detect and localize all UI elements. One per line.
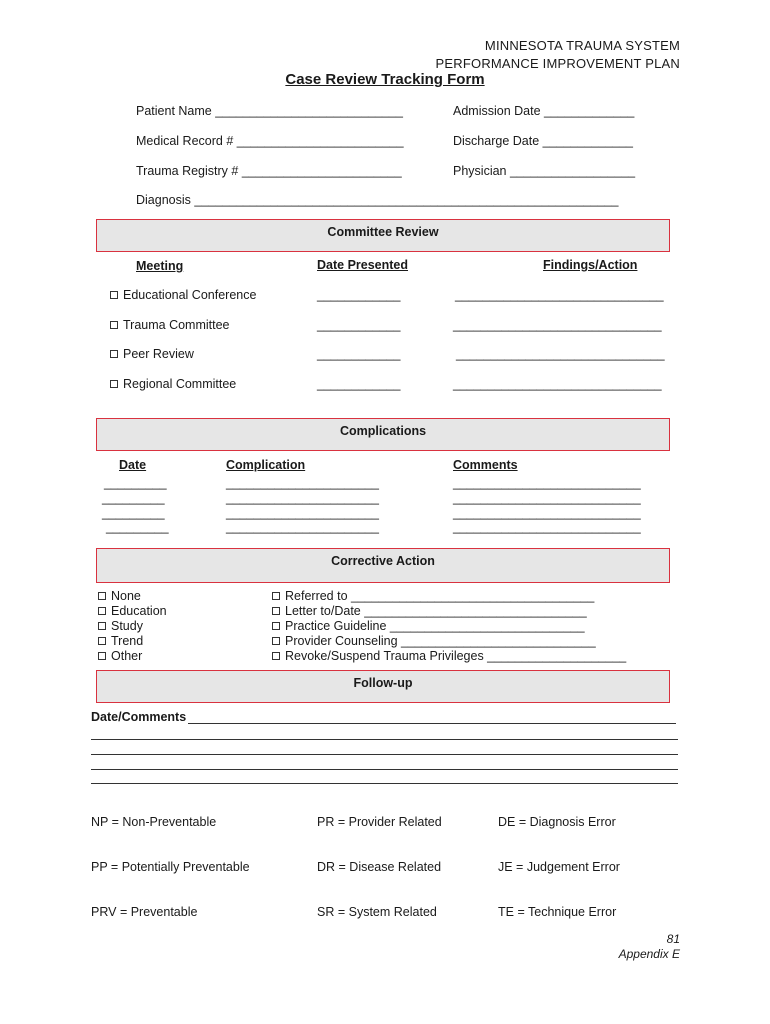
legend-column-1 xyxy=(91,785,250,935)
complication-blank[interactable]: ______________________ xyxy=(226,520,379,534)
discharge-date-field[interactable]: Discharge Date _____________ xyxy=(453,134,633,148)
form-title: Case Review Tracking Form xyxy=(285,71,485,88)
checkbox-icon[interactable] xyxy=(272,607,280,615)
comments-line[interactable] xyxy=(91,739,678,740)
corrective-option-letter[interactable] xyxy=(272,604,587,618)
corrective-label: Provider Counseling ____________________________ xyxy=(285,634,596,648)
legend-item: NP = Non-Preventable xyxy=(91,815,217,829)
appendix-label: Appendix E xyxy=(618,947,680,961)
header-text: I xyxy=(542,56,547,71)
header-text: P xyxy=(645,56,655,71)
diagnosis-field[interactable]: Diagnosis _____________________________________________________________ xyxy=(136,193,619,207)
header-text: LAN xyxy=(654,56,680,71)
committee-review-heading: Committee Review xyxy=(327,225,439,239)
follow-up-bar xyxy=(96,670,670,703)
date-presented-blank[interactable]: ____________ xyxy=(317,347,401,361)
header-text: INNESOTA xyxy=(495,38,567,53)
complication-date-blank[interactable]: _________ xyxy=(106,520,169,534)
findings-blank[interactable]: ______________________________ xyxy=(453,377,662,391)
corrective-label: Trend xyxy=(111,634,144,648)
checkbox-icon[interactable] xyxy=(110,321,118,329)
medical-record-field[interactable]: Medical Record # ________________________ xyxy=(136,134,404,148)
meeting-label: Trauma Committee xyxy=(123,318,230,332)
corrective-label: Revoke/Suspend Trauma Privileges ____________________ xyxy=(285,649,627,663)
header-text: M xyxy=(484,38,496,53)
admission-date-field[interactable]: Admission Date _____________ xyxy=(453,104,635,118)
checkbox-icon[interactable] xyxy=(272,592,280,600)
comment-blank[interactable]: ___________________________ xyxy=(453,520,641,534)
complications-bar xyxy=(96,418,670,451)
corrective-label: Referred to ___________________________________ xyxy=(285,589,595,603)
corrective-label: Practice Guideline ____________________________ xyxy=(285,619,585,633)
checkbox-icon[interactable] xyxy=(110,380,118,388)
findings-column-header: Findings/Action xyxy=(543,258,638,272)
comments-column-header: Comments xyxy=(453,458,518,472)
checkbox-icon[interactable] xyxy=(98,607,106,615)
meeting-column-header: Meeting xyxy=(136,259,184,273)
page-number: 81 xyxy=(666,932,680,946)
findings-blank[interactable]: ______________________________ xyxy=(456,347,665,361)
corrective-option-none[interactable] xyxy=(98,589,141,603)
corrective-label: Education xyxy=(111,604,167,618)
corrective-option-education[interactable] xyxy=(98,604,167,618)
follow-up-heading: Follow-up xyxy=(353,676,413,690)
corrective-label: None xyxy=(111,589,141,603)
corrective-action-bar xyxy=(96,548,670,583)
legend-item: DR = Disease Related xyxy=(317,860,442,874)
meeting-label: Educational Conference xyxy=(123,288,257,302)
corrective-option-provider-counseling[interactable] xyxy=(272,634,596,648)
legend-column-2 xyxy=(317,785,442,935)
checkbox-icon[interactable] xyxy=(272,652,280,660)
legend-item: PP = Potentially Preventable xyxy=(91,860,250,874)
complication-date-blank[interactable]: _________ xyxy=(104,476,167,490)
comment-blank[interactable]: ___________________________ xyxy=(453,506,641,520)
checkbox-icon[interactable] xyxy=(110,291,118,299)
legend-column-3 xyxy=(498,785,620,935)
header-text: MPROVEMENT xyxy=(546,56,646,71)
legend-item: JE = Judgement Error xyxy=(498,860,620,874)
header-text: T xyxy=(566,38,575,53)
meeting-label: Regional Committee xyxy=(123,377,237,391)
corrective-option-practice-guideline[interactable] xyxy=(272,619,585,633)
header-text: P xyxy=(435,56,445,71)
physician-field[interactable]: Physician __________________ xyxy=(453,164,636,178)
trauma-registry-field[interactable]: Trauma Registry # _______________________ xyxy=(136,164,402,178)
corrective-option-other[interactable] xyxy=(98,649,142,663)
meeting-option-educational-conference[interactable] xyxy=(110,288,256,302)
complication-date-blank[interactable]: _________ xyxy=(102,491,165,505)
date-presented-column-header: Date Presented xyxy=(317,258,409,272)
findings-blank[interactable]: ______________________________ xyxy=(455,288,664,302)
checkbox-icon[interactable] xyxy=(98,622,106,630)
meeting-label: Peer Review xyxy=(123,347,194,361)
legend-item: SR = System Related xyxy=(317,905,437,919)
header-text: YSTEM xyxy=(634,38,680,53)
date-presented-blank[interactable]: ____________ xyxy=(317,377,401,391)
legend-item: TE = Technique Error xyxy=(498,905,617,919)
meeting-option-trauma-committee[interactable] xyxy=(110,318,230,332)
meeting-option-peer-review[interactable] xyxy=(110,347,194,361)
date-presented-blank[interactable]: ____________ xyxy=(317,288,401,302)
legend-item: PR = Provider Related xyxy=(317,815,442,829)
corrective-option-study[interactable] xyxy=(98,619,143,633)
header-text: ERFORMANCE xyxy=(444,56,543,71)
meeting-option-regional-committee[interactable] xyxy=(110,377,236,391)
legend-item: PRV = Preventable xyxy=(91,905,198,919)
comments-line[interactable] xyxy=(91,783,678,784)
date-comments-label: Date/Comments xyxy=(91,710,187,724)
checkbox-icon[interactable] xyxy=(272,622,280,630)
committee-review-bar xyxy=(96,219,670,252)
complication-blank[interactable]: ______________________ xyxy=(226,506,379,520)
comment-blank[interactable]: ___________________________ xyxy=(453,476,641,490)
corrective-option-referred[interactable] xyxy=(272,589,594,603)
checkbox-icon[interactable] xyxy=(110,350,118,358)
corrective-action-heading: Corrective Action xyxy=(331,554,435,568)
header-line-2 xyxy=(436,56,680,71)
comment-blank[interactable]: ___________________________ xyxy=(453,491,641,505)
checkbox-icon[interactable] xyxy=(272,637,280,645)
header-text: RAUMA xyxy=(574,38,626,53)
complication-blank[interactable]: ______________________ xyxy=(226,476,379,490)
checkbox-icon[interactable] xyxy=(98,592,106,600)
corrective-option-trend[interactable] xyxy=(98,634,143,648)
corrective-label: Study xyxy=(111,619,143,633)
header-line-1 xyxy=(485,38,680,53)
patient-name-field[interactable]: Patient Name ___________________________ xyxy=(136,104,403,118)
complication-date-column-header: Date xyxy=(119,458,147,472)
comments-line[interactable] xyxy=(91,769,678,770)
complications-heading: Complications xyxy=(339,424,427,438)
comments-line[interactable] xyxy=(91,754,678,755)
header-text: S xyxy=(625,38,635,53)
corrective-option-revoke[interactable] xyxy=(272,649,626,663)
checkbox-icon[interactable] xyxy=(98,652,106,660)
findings-blank[interactable]: ______________________________ xyxy=(453,318,662,332)
checkbox-icon[interactable] xyxy=(98,637,106,645)
complication-blank[interactable]: ______________________ xyxy=(226,491,379,505)
corrective-label: Letter to/Date ________________________________ xyxy=(285,604,587,618)
complication-date-blank[interactable]: _________ xyxy=(102,506,165,520)
complication-column-header: Complication xyxy=(226,458,306,472)
date-comments-line[interactable] xyxy=(188,723,676,724)
date-presented-blank[interactable]: ____________ xyxy=(317,318,401,332)
corrective-label: Other xyxy=(111,649,143,663)
legend-item: DE = Diagnosis Error xyxy=(498,815,616,829)
